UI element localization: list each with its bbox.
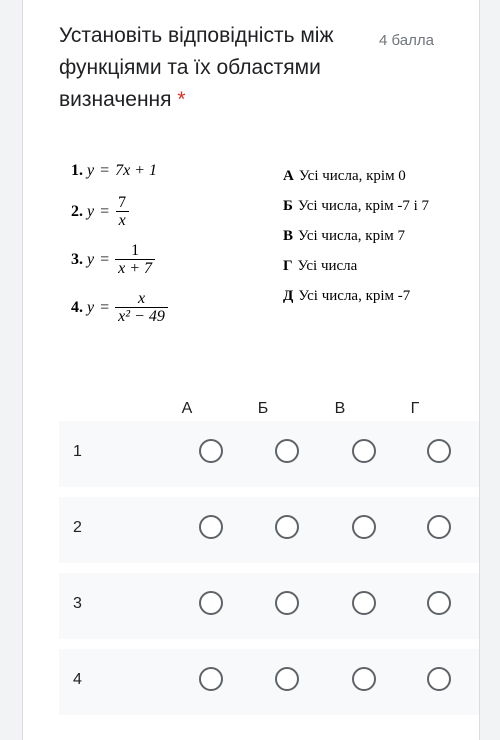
function-lhs: y [87,162,95,179]
required-asterisk: * [177,88,186,111]
grid-row-1 [59,421,479,487]
question-title [59,20,379,116]
fraction-denominator: x [116,211,129,229]
radio-2-v[interactable] [352,515,376,539]
grid-row-3 [59,573,479,639]
column-header-g: Г [410,400,420,417]
radio-2-g[interactable] [427,515,451,539]
row-label: 1 [73,443,82,460]
row-label: 3 [73,595,82,612]
radio-4-b[interactable] [275,667,299,691]
radio-1-g[interactable] [427,439,451,463]
fraction [115,242,155,277]
points-label: 4 балла [379,32,434,49]
question-card [22,0,480,740]
radio-1-v[interactable] [352,439,376,463]
option-text: Усі числа, крім -7 і 7 [297,198,430,214]
grid-row-2 [59,497,479,563]
function-4 [71,290,168,325]
row-label: 4 [73,671,82,688]
option-v [283,228,405,245]
radio-1-a[interactable] [199,439,223,463]
radio-2-a[interactable] [199,515,223,539]
column-header-v: В [334,400,346,417]
fraction-denominator: x + 7 [115,259,155,277]
option-letter: Б [283,198,293,214]
function-lhs: y [87,298,95,316]
radio-4-g[interactable] [427,667,451,691]
radio-3-a[interactable] [199,591,223,615]
option-text: Усі числа, крім 0 [298,168,406,184]
function-number: 1. [71,162,83,179]
fraction-denominator: x² − 49 [115,307,168,325]
equals-sign: = [100,202,110,220]
function-number: 4. [71,298,83,316]
fraction [115,290,168,325]
radio-3-g[interactable] [427,591,451,615]
column-header-b: Б [257,400,269,417]
function-number: 3. [71,250,83,268]
radio-4-v[interactable] [352,667,376,691]
option-letter: Д [283,288,294,304]
option-a [283,168,406,185]
function-2 [71,194,129,229]
equals-sign: = [100,298,110,316]
option-g [283,258,357,275]
option-text: Усі числа, крім -7 [298,288,411,304]
function-expression: 7x + 1 [115,162,158,179]
fraction [115,194,129,229]
option-text: Усі числа, крім 7 [298,228,405,244]
fraction-numerator: 7 [118,194,127,211]
option-letter: В [283,228,294,244]
radio-3-v[interactable] [352,591,376,615]
radio-1-b[interactable] [275,439,299,463]
column-header-a: А [181,400,193,417]
function-lhs: y [87,250,95,268]
fraction-numerator: x [137,290,146,307]
option-b [283,198,429,215]
radio-4-a[interactable] [199,667,223,691]
row-label: 2 [73,519,82,536]
fraction-numerator: 1 [131,242,140,259]
radio-3-b[interactable] [275,591,299,615]
equals-sign: = [100,162,110,179]
function-1 [71,162,157,180]
grid-row-4 [59,649,479,715]
option-letter: А [283,168,294,184]
function-number: 2. [71,202,83,220]
question-title-text: Установіть відповідність між функціями та їх областями визначення [59,24,334,111]
function-lhs: y [87,202,95,220]
radio-2-b[interactable] [275,515,299,539]
option-letter: Г [283,258,293,274]
option-d [283,288,410,305]
question-image [71,160,461,335]
function-3 [71,242,155,277]
option-text: Усі числа [297,258,358,274]
equals-sign: = [100,250,110,268]
